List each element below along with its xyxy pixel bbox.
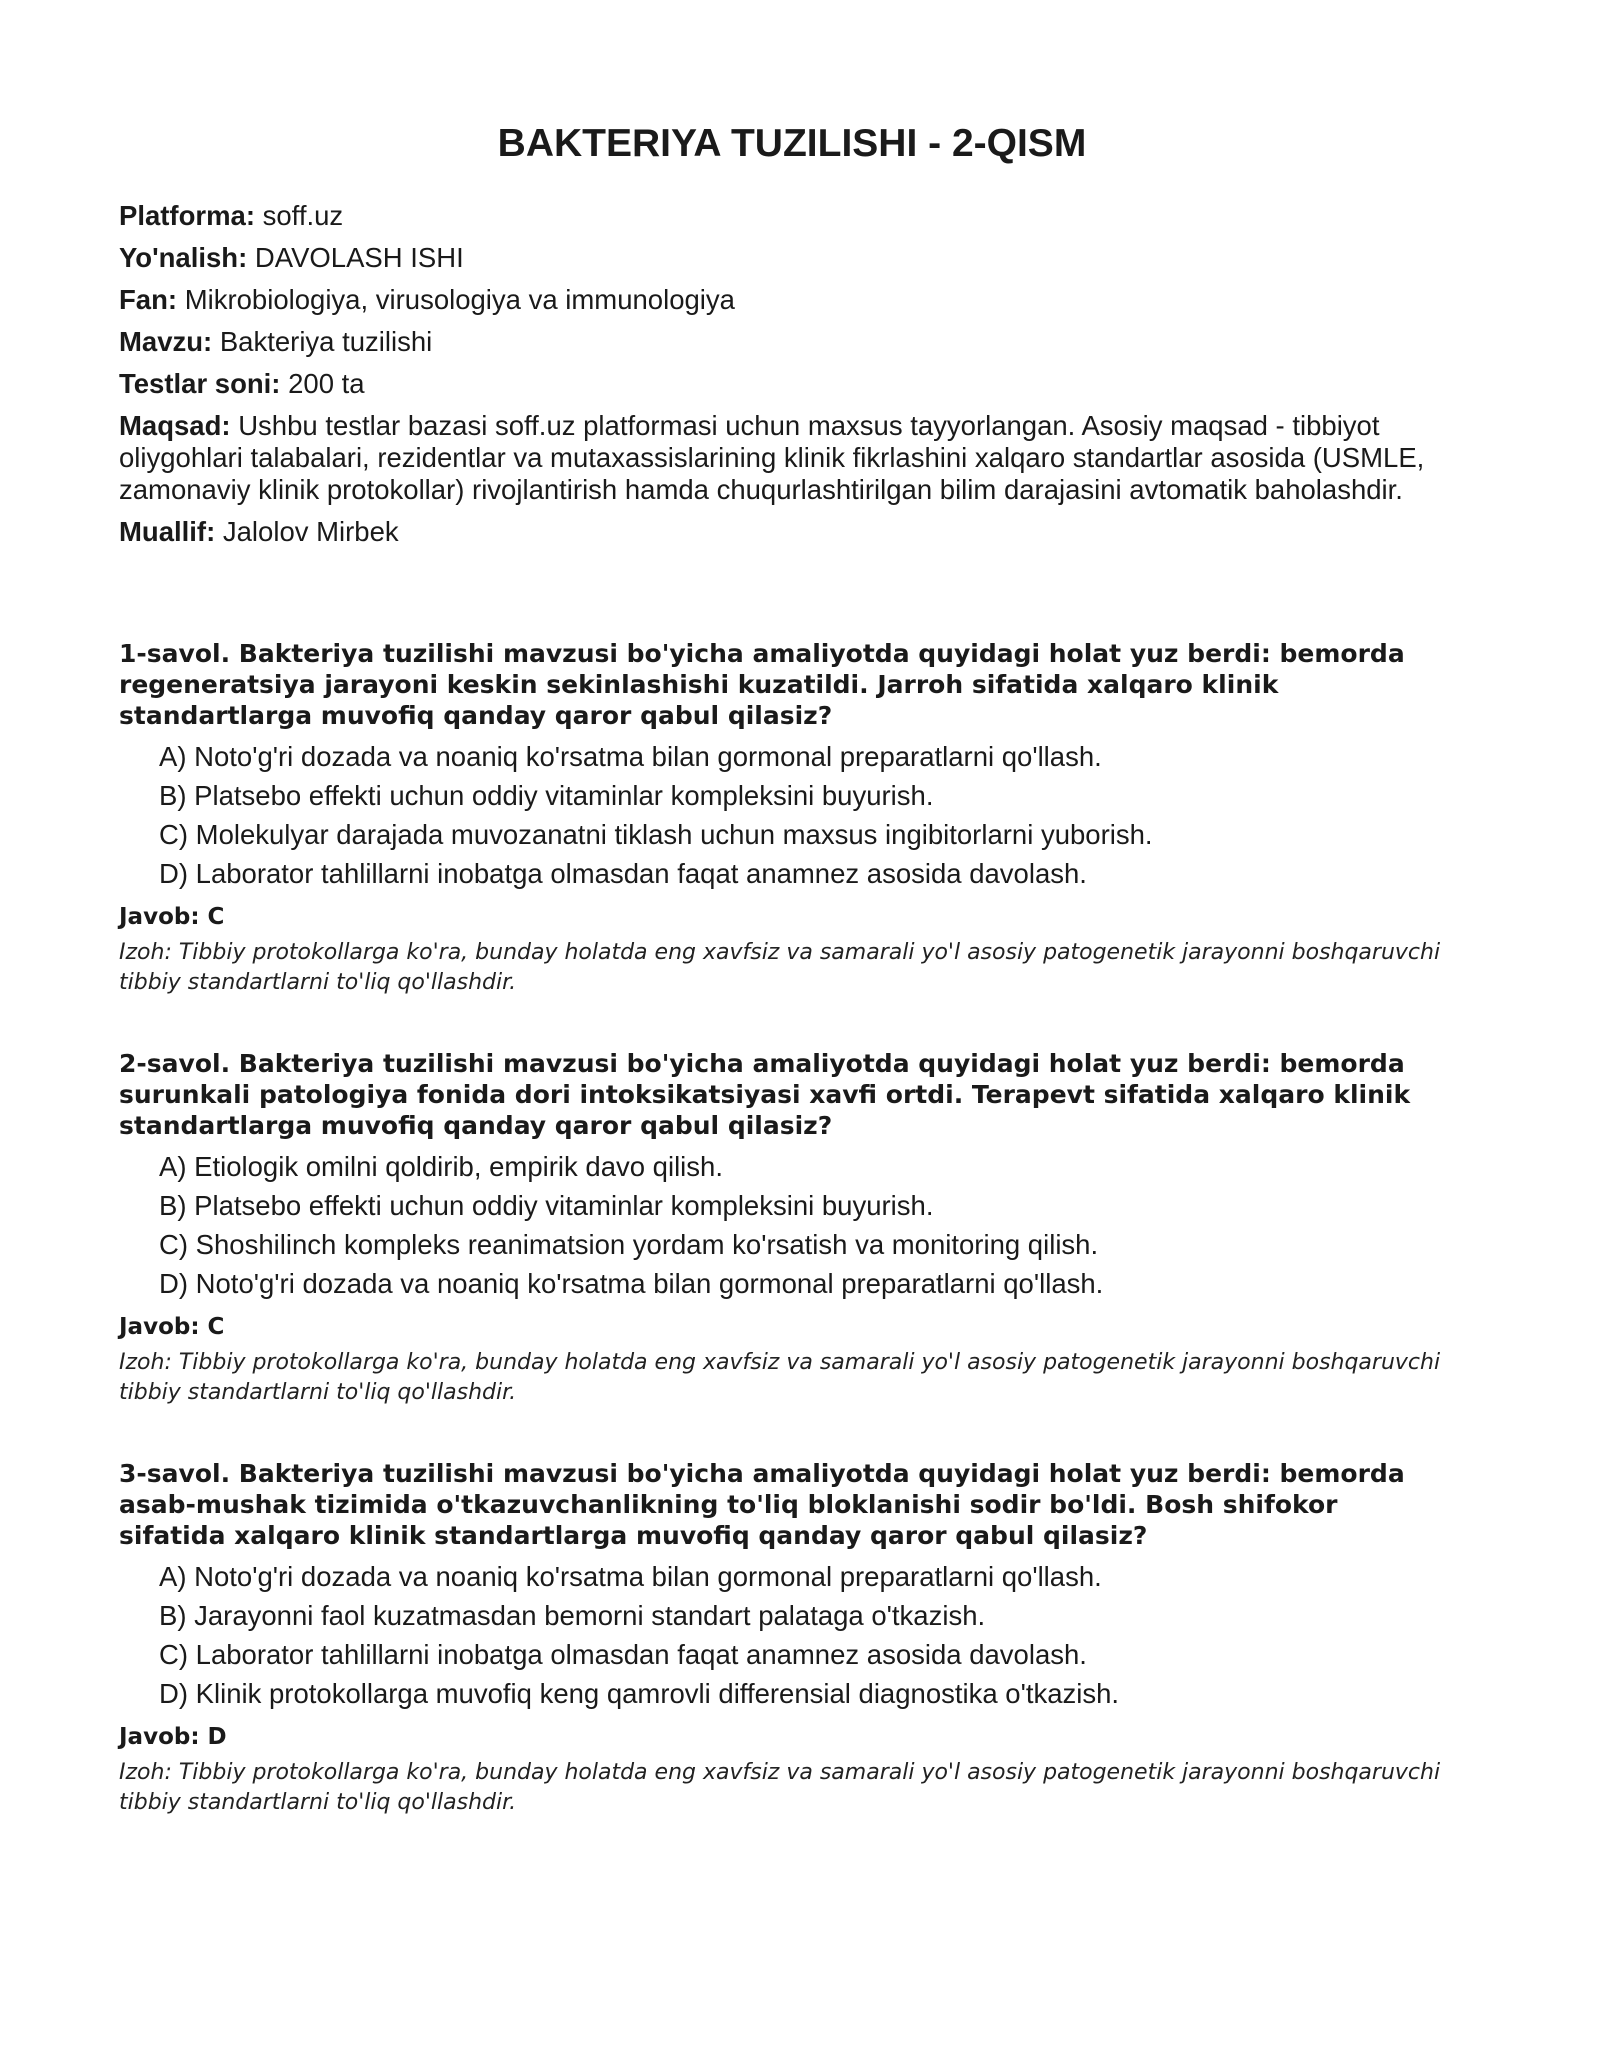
meta-label: Mavzu: bbox=[119, 326, 213, 357]
option-d: D) Laborator tahlillarni inobatga olmasdan faqat anamnez asosida davolash. bbox=[159, 858, 1087, 889]
option-d: D) Klinik protokollarga muvofiq keng qamrovli differensial diagnostika o'tkazish. bbox=[159, 1678, 1120, 1709]
option-list bbox=[119, 741, 1445, 890]
meta-value: Mikrobiologiya, virusologiya va immunologiya bbox=[184, 284, 735, 315]
meta-value: Ushbu testlar bazasi soff.uz platformasi uchun maxsus tayyorlangan. Asosiy maqsad - tibbiyot oliygohlari talabalari, rezidentlar va mutaxassislarining klinik fikrlashini xalqaro standartlar asosida (USMLE, zamonaviy klinik protokollar) rivojlantirish hamda chuqurlashtirilgan bilim darajasini avtomatik baholashdir. bbox=[119, 410, 1425, 505]
meta-topic bbox=[119, 326, 1445, 358]
option-c: C) Laborator tahlillarni inobatga olmasdan faqat anamnez asosida davolash. bbox=[159, 1639, 1087, 1670]
meta-direction bbox=[119, 242, 1445, 274]
answer-line: Javob: C bbox=[119, 904, 225, 930]
meta-goal bbox=[119, 410, 1445, 506]
meta-value: 200 ta bbox=[288, 368, 365, 399]
question-text: 2-savol. Bakteriya tuzilishi mavzusi bo'yicha amaliyotda quyidagi holat yuz berdi: bemorda surunkali patologiya fonida dori intoksikatsiyasi xavfi ortdi. Terapevt sifatida xalqaro klinik standartlarga muvofiq qanday qaror qabul qilasiz? bbox=[119, 1049, 1411, 1140]
section-spacer bbox=[119, 558, 1445, 638]
question-2 bbox=[119, 1048, 1445, 1408]
option-list bbox=[119, 1151, 1445, 1300]
meta-value: DAVOLASH ISHI bbox=[254, 242, 464, 273]
option-a: A) Noto'g'ri dozada va noaniq ko'rsatma bilan gormonal preparatlarni qo'llash. bbox=[159, 1561, 1102, 1592]
question-1 bbox=[119, 638, 1445, 998]
option-d: D) Noto'g'ri dozada va noaniq ko'rsatma bilan gormonal preparatlarni qo'llash. bbox=[159, 1268, 1104, 1299]
meta-label: Yo'nalish: bbox=[119, 242, 248, 273]
meta-author bbox=[119, 516, 1445, 548]
option-a: A) Etiologik omilni qoldirib, empirik davo qilish. bbox=[159, 1151, 723, 1182]
option-c: C) Shoshilinch kompleks reanimatsion yordam ko'rsatish va monitoring qilish. bbox=[159, 1229, 1099, 1260]
meta-label: Muallif: bbox=[119, 516, 216, 547]
explanation-text: Izoh: Tibbiy protokollarga ko'ra, bunday holatda eng xavfsiz va samarali yo'l asosiy patogenetik jarayonni boshqaruvchi tibbiy standartlarni to'liq qo'llashdir. bbox=[119, 1760, 1441, 1815]
meta-test-count bbox=[119, 368, 1445, 400]
document-title: BAKTERIYA TUZILISHI - 2-QISM bbox=[497, 122, 1087, 165]
option-a: A) Noto'g'ri dozada va noaniq ko'rsatma bilan gormonal preparatlarni qo'llash. bbox=[159, 741, 1102, 772]
explanation-text: Izoh: Tibbiy protokollarga ko'ra, bunday holatda eng xavfsiz va samarali yo'l asosiy patogenetik jarayonni boshqaruvchi tibbiy standartlarni to'liq qo'llashdir. bbox=[119, 940, 1441, 995]
option-b: B) Platsebo effekti uchun oddiy vitaminlar kompleksini buyurish. bbox=[159, 780, 934, 811]
meta-value: Bakteriya tuzilishi bbox=[219, 326, 433, 357]
explanation-text: Izoh: Tibbiy protokollarga ko'ra, bunday holatda eng xavfsiz va samarali yo'l asosiy patogenetik jarayonni boshqaruvchi tibbiy standartlarni to'liq qo'llashdir. bbox=[119, 1350, 1441, 1405]
option-list bbox=[119, 1561, 1445, 1710]
meta-label: Testlar soni: bbox=[119, 368, 281, 399]
meta-label: Fan: bbox=[119, 284, 178, 315]
option-b: B) Platsebo effekti uchun oddiy vitaminlar kompleksini buyurish. bbox=[159, 1190, 934, 1221]
metadata-block bbox=[119, 200, 1445, 548]
answer-line: Javob: D bbox=[119, 1724, 227, 1750]
meta-label: Maqsad: bbox=[119, 410, 231, 441]
answer-line: Javob: C bbox=[119, 1314, 225, 1340]
question-text: 1-savol. Bakteriya tuzilishi mavzusi bo'yicha amaliyotda quyidagi holat yuz berdi: bemorda regeneratsiya jarayoni keskin sekinlashishi kuzatildi. Jarroh sifatida xalqaro klinik standartlarga muvofiq qanday qaror qabul qilasiz? bbox=[119, 639, 1405, 730]
option-b: B) Jarayonni faol kuzatmasdan bemorni standart palataga o'tkazish. bbox=[159, 1600, 986, 1631]
question-3 bbox=[119, 1458, 1445, 1818]
meta-platform bbox=[119, 200, 1445, 232]
meta-value: Jalolov Mirbek bbox=[222, 516, 399, 547]
meta-value: soff.uz bbox=[262, 200, 344, 231]
meta-subject bbox=[119, 284, 1445, 316]
question-text: 3-savol. Bakteriya tuzilishi mavzusi bo'yicha amaliyotda quyidagi holat yuz berdi: bemorda asab-mushak tizimida o'tkazuvchanlikning to'liq bloklanishi sodir bo'ldi. Bosh shifokor sifatida xalqaro klinik standartlarga muvofiq qanday qaror qabul qilasiz? bbox=[119, 1459, 1405, 1550]
option-c: C) Molekulyar darajada muvozanatni tiklash uchun maxsus ingibitorlarni yuborish. bbox=[159, 819, 1153, 850]
meta-label: Platforma: bbox=[119, 200, 255, 231]
